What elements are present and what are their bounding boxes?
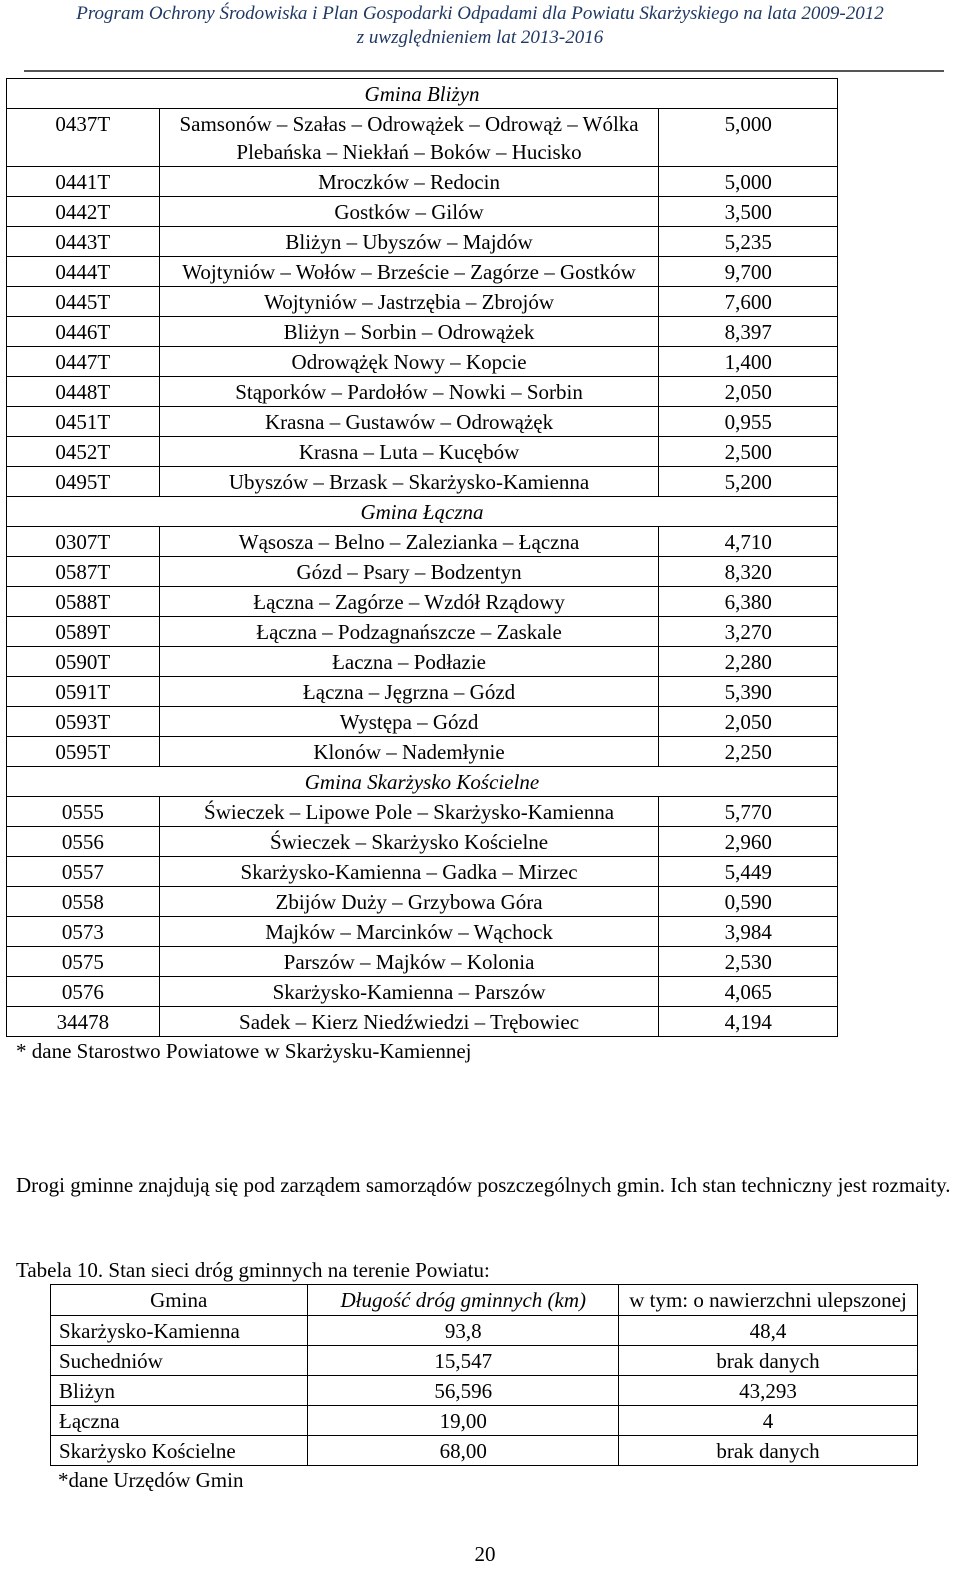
table-row: [7, 167, 838, 197]
road-route: Wojtyniów – Wołów – Brzeście – Zagórze – Gostków: [159, 257, 659, 287]
table10-header-row: [51, 1285, 918, 1316]
road-length: 0,955: [659, 407, 838, 437]
road-code: 0446T: [7, 317, 160, 347]
road-code: 0593T: [7, 707, 160, 737]
road-length: 2,050: [659, 707, 838, 737]
roads-footnote: * dane Starostwo Powiatowe w Skarżysku-Kamiennej: [16, 1039, 472, 1063]
road-code: 0595T: [7, 737, 160, 767]
header-line-1: Program Ochrony Środowiska i Plan Gospodarki Odpadami dla Powiatu Skarżyskiego na lata 2009-2012: [76, 3, 884, 24]
road-code: 0451T: [7, 407, 160, 437]
gmina-name: Suchedniów: [51, 1346, 308, 1376]
road-length: 2,250: [659, 737, 838, 767]
improved-surface-km: 43,293: [619, 1376, 918, 1406]
road-length: 1,400: [659, 347, 838, 377]
table-row: [7, 407, 838, 437]
header-line-2: z uwzględnieniem lat 2013-2016: [356, 27, 604, 48]
road-code: 0307T: [7, 527, 160, 557]
road-length: 9,700: [659, 257, 838, 287]
road-code: 0587T: [7, 557, 160, 587]
road-length: 8,320: [659, 557, 838, 587]
table-row: [7, 467, 838, 497]
road-length: 4,194: [659, 1007, 838, 1037]
road-length: 4,710: [659, 527, 838, 557]
section-row: [7, 79, 838, 109]
gmina-name: Skarżysko Kościelne: [51, 1436, 308, 1466]
table-row: [7, 947, 838, 977]
table-row: [51, 1436, 918, 1466]
section-row: [7, 767, 838, 797]
road-code: 0441T: [7, 167, 160, 197]
section-title: Gmina Łączna: [7, 497, 838, 527]
road-route: Zbijów Duży – Grzybowa Góra: [159, 887, 659, 917]
road-code: 0558: [7, 887, 160, 917]
table10-header-gmina: Gmina: [51, 1285, 308, 1316]
road-length-km: 15,547: [308, 1346, 619, 1376]
road-code: 0555: [7, 797, 160, 827]
road-route: Krasna – Gustawów – Odrowążęk: [159, 407, 659, 437]
road-code: 0590T: [7, 647, 160, 677]
road-route: Mroczków – Redocin: [159, 167, 659, 197]
road-route: Występa – Gózd: [159, 707, 659, 737]
road-route: Stąporków – Pardołów – Nowki – Sorbin: [159, 377, 659, 407]
table-row: [7, 257, 838, 287]
road-route: Majków – Marcinków – Wąchock: [159, 917, 659, 947]
table-row: [7, 109, 838, 167]
road-length: 5,235: [659, 227, 838, 257]
section-title: Gmina Bliżyn: [7, 79, 838, 109]
road-route: Wojtyniów – Jastrzębia – Zbrojów: [159, 287, 659, 317]
table-row: [7, 887, 838, 917]
header-rule: [24, 70, 944, 72]
road-route: Wąsosza – Belno – Zalezianka – Łączna: [159, 527, 659, 557]
improved-surface-km: brak danych: [619, 1346, 918, 1376]
road-code: 0576: [7, 977, 160, 1007]
table-row: [7, 317, 838, 347]
road-code: 0588T: [7, 587, 160, 617]
road-code: 0445T: [7, 287, 160, 317]
road-length-km: 19,00: [308, 1406, 619, 1436]
table-row: [7, 437, 838, 467]
page-header: [0, 2, 960, 50]
road-code: 0556: [7, 827, 160, 857]
road-length: 5,449: [659, 857, 838, 887]
table-row: [7, 827, 838, 857]
road-length: 5,770: [659, 797, 838, 827]
road-length: 3,500: [659, 197, 838, 227]
gmina-name: Skarżysko-Kamienna: [51, 1316, 308, 1346]
table10-header-improved: w tym: o nawierzchni ulepszonej: [619, 1285, 918, 1316]
road-route: Świeczek – Lipowe Pole – Skarżysko-Kamienna: [159, 797, 659, 827]
road-code: 0591T: [7, 677, 160, 707]
table-row: [7, 1007, 838, 1037]
road-length: 3,270: [659, 617, 838, 647]
road-route: Łączna – Zagórze – Wzdół Rządowy: [159, 587, 659, 617]
table-row: [7, 977, 838, 1007]
road-route: Klonów – Nademłynie: [159, 737, 659, 767]
table-row: [7, 707, 838, 737]
road-length: 5,200: [659, 467, 838, 497]
road-route: Łaczna – Podłazie: [159, 647, 659, 677]
road-code: 0437T: [7, 109, 160, 167]
improved-surface-km: brak danych: [619, 1436, 918, 1466]
table-row: [7, 197, 838, 227]
road-length: 3,984: [659, 917, 838, 947]
road-code: 0575: [7, 947, 160, 977]
table-row: [51, 1376, 918, 1406]
road-code: 0444T: [7, 257, 160, 287]
road-route: Krasna – Luta – Kucębów: [159, 437, 659, 467]
road-code: 0443T: [7, 227, 160, 257]
road-code: 0442T: [7, 197, 160, 227]
table10: [50, 1284, 918, 1466]
road-length: 5,000: [659, 109, 838, 167]
road-code: 0447T: [7, 347, 160, 377]
table-row: [7, 377, 838, 407]
road-length: 2,500: [659, 437, 838, 467]
road-route: Bliżyn – Ubyszów – Majdów: [159, 227, 659, 257]
table-row: [7, 527, 838, 557]
road-route: Samsonów – Szałas – Odrowążek – Odrowąż – Wólka Plebańska – Niekłań – Boków – Hucisko: [159, 109, 659, 167]
road-route: Gózd – Psary – Bodzentyn: [159, 557, 659, 587]
road-route: Gostków – Gilów: [159, 197, 659, 227]
road-route: Bliżyn – Sorbin – Odrowążek: [159, 317, 659, 347]
road-length: 5,000: [659, 167, 838, 197]
road-length: 2,280: [659, 647, 838, 677]
table-row: [51, 1406, 918, 1436]
road-length: 2,530: [659, 947, 838, 977]
table-row: [7, 227, 838, 257]
road-route: Łączna – Jęgrzna – Gózd: [159, 677, 659, 707]
table-row: [7, 557, 838, 587]
table-row: [7, 617, 838, 647]
road-length: 0,590: [659, 887, 838, 917]
road-route: Skarżysko-Kamienna – Gadka – Mirzec: [159, 857, 659, 887]
table-row: [7, 917, 838, 947]
road-route: Odrowążęk Nowy – Kopcie: [159, 347, 659, 377]
table10-caption: Tabela 10. Stan sieci dróg gminnych na terenie Powiatu:: [16, 1258, 490, 1282]
road-length: 5,390: [659, 677, 838, 707]
table-row: [7, 797, 838, 827]
road-length-km: 93,8: [308, 1316, 619, 1346]
gmina-name: Łączna: [51, 1406, 308, 1436]
improved-surface-km: 4: [619, 1406, 918, 1436]
road-length: 2,960: [659, 827, 838, 857]
table-row: [51, 1346, 918, 1376]
table-row: [7, 677, 838, 707]
table-row: [51, 1316, 918, 1346]
road-code: 0573: [7, 917, 160, 947]
road-length-km: 56,596: [308, 1376, 619, 1406]
road-length: 8,397: [659, 317, 838, 347]
road-code: 0495T: [7, 467, 160, 497]
road-code: 0448T: [7, 377, 160, 407]
road-route: Ubyszów – Brzask – Skarżysko-Kamienna: [159, 467, 659, 497]
table10-header-length: Długość dróg gminnych (km): [308, 1285, 619, 1316]
improved-surface-km: 48,4: [619, 1316, 918, 1346]
table-row: [7, 287, 838, 317]
road-route: Sadek – Kierz Niedźwiedzi – Trębowiec: [159, 1007, 659, 1037]
road-route: Skarżysko-Kamienna – Parszów: [159, 977, 659, 1007]
gmina-name: Bliżyn: [51, 1376, 308, 1406]
table-row: [7, 587, 838, 617]
road-length-km: 68,00: [308, 1436, 619, 1466]
road-length: 4,065: [659, 977, 838, 1007]
road-code: 34478: [7, 1007, 160, 1037]
road-length: 6,380: [659, 587, 838, 617]
section-title: Gmina Skarżysko Kościelne: [7, 767, 838, 797]
paragraph: Drogi gminne znajdują się pod zarządem samorządów poszczególnych gmin. Ich stan techniczny jest rozmaity.: [16, 1173, 951, 1197]
road-route: Łączna – Podzagnańszcze – Zaskale: [159, 617, 659, 647]
table-row: [7, 737, 838, 767]
road-length: 2,050: [659, 377, 838, 407]
page-number: 20: [474, 1542, 496, 1566]
road-length: 7,600: [659, 287, 838, 317]
road-code: 0452T: [7, 437, 160, 467]
road-code: 0589T: [7, 617, 160, 647]
roads-table: [6, 78, 838, 1037]
road-code: 0557: [7, 857, 160, 887]
section-row: [7, 497, 838, 527]
table-row: [7, 857, 838, 887]
road-route: Świeczek – Skarżysko Kościelne: [159, 827, 659, 857]
table10-footnote: *dane Urzędów Gmin: [58, 1468, 244, 1492]
table-row: [7, 647, 838, 677]
table-row: [7, 347, 838, 377]
road-route: Parszów – Majków – Kolonia: [159, 947, 659, 977]
